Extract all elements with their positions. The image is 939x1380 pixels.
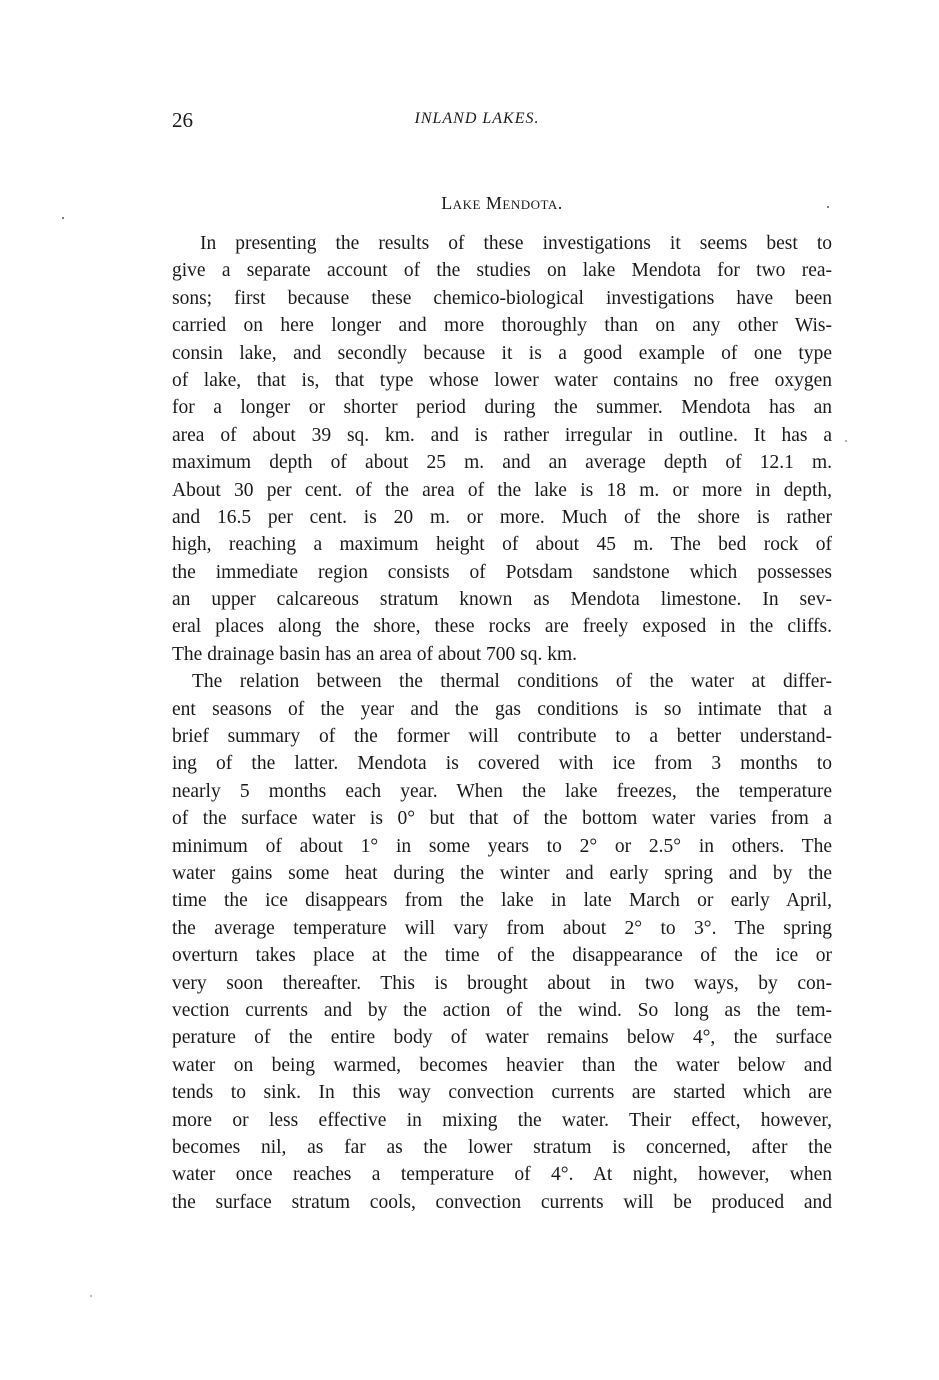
text-line: of lake, that is, that type whose lower water contains no free oxygen bbox=[172, 369, 832, 391]
page-header bbox=[172, 108, 832, 138]
text-line: vection currents and by the action of the wind. So long as the tem- bbox=[172, 999, 832, 1021]
text-line: for a longer or shorter period during the summer. Mendota has an bbox=[172, 397, 832, 419]
text-line: The drainage basin has an area of about 700 sq. km. bbox=[172, 643, 578, 665]
text-line: ent seasons of the year and the gas conditions is so intimate that a bbox=[172, 698, 832, 720]
text-line: the immediate region consists of Potsdam sandstone which possesses bbox=[172, 561, 832, 583]
text-line: time the ice disappears from the lake in late March or early April, bbox=[172, 890, 832, 912]
scan-speck bbox=[845, 440, 847, 442]
text-line: an upper calcareous stratum known as Mendota limestone. In sev- bbox=[172, 589, 832, 611]
paragraph bbox=[172, 230, 832, 668]
scan-speck bbox=[90, 1295, 92, 1297]
running-head: INLAND LAKES. bbox=[414, 110, 540, 127]
text-line: eral places along the shore, these rocks are freely exposed in the cliffs. bbox=[172, 616, 832, 638]
text-line: more or less effective in mixing the water. Their effect, however, bbox=[172, 1109, 832, 1131]
text-line: brief summary of the former will contribute to a better understand- bbox=[172, 726, 832, 748]
text-line: water gains some heat during the winter and early spring and by the bbox=[172, 862, 832, 884]
text-line: minimum of about 1° in some years to 2° or 2.5° in others. The bbox=[172, 835, 832, 857]
text-line: high, reaching a maximum height of about 45 m. The bed rock of bbox=[172, 534, 832, 556]
body-text bbox=[172, 230, 832, 1216]
text-line: The relation between the thermal conditions of the water at differ- bbox=[192, 671, 832, 693]
page-number: 26 bbox=[172, 108, 193, 132]
text-line: give a separate account of the studies on lake Mendota for two rea- bbox=[172, 260, 832, 282]
text-line: overturn takes place at the time of the disappearance of the ice or bbox=[172, 945, 832, 967]
text-line: ing of the latter. Mendota is covered with ice from 3 months to bbox=[172, 753, 832, 775]
scan-speck bbox=[62, 217, 64, 219]
text-line: water on being warmed, becomes heavier than the water below and bbox=[172, 1054, 832, 1076]
section-title: Lake Mendota. bbox=[441, 193, 563, 213]
text-line: becomes nil, as far as the lower stratum is concerned, after the bbox=[172, 1136, 832, 1158]
text-line: consin lake, and secondly because it is a good example of one type bbox=[172, 342, 832, 364]
text-line: In presenting the results of these investigations it seems best to bbox=[200, 233, 832, 254]
text-line: carried on here longer and more thoroughly than on any other Wis- bbox=[172, 315, 832, 337]
text-line: very soon thereafter. This is brought about in two ways, by con- bbox=[172, 972, 832, 994]
text-line: sons; first because these chemico-biological investigations have been bbox=[172, 287, 832, 309]
text-line: of the surface water is 0° but that of the bottom water varies from a bbox=[172, 808, 832, 830]
text-line: and 16.5 per cent. is 20 m. or more. Much of the shore is rather bbox=[172, 506, 832, 528]
text-line: nearly 5 months each year. When the lake freezes, the temperature bbox=[172, 780, 832, 802]
text-line: the surface stratum cools, convection currents will be produced and bbox=[172, 1191, 832, 1213]
text-line: tends to sink. In this way convection currents are started which are bbox=[172, 1082, 832, 1104]
text-line: About 30 per cent. of the area of the lake is 18 m. or more in depth, bbox=[172, 479, 832, 501]
text-line: perature of the entire body of water remains below 4°, the surface bbox=[172, 1027, 832, 1049]
text-line: maximum depth of about 25 m. and an average depth of 12.1 m. bbox=[172, 452, 832, 474]
text-line: the average temperature will vary from about 2° to 3°. The spring bbox=[172, 917, 832, 939]
scan-speck bbox=[827, 206, 829, 208]
text-line: area of about 39 sq. km. and is rather irregular in outline. It has a bbox=[172, 424, 832, 446]
text-line: water once reaches a temperature of 4°. At night, however, when bbox=[172, 1164, 832, 1186]
paragraph bbox=[172, 668, 832, 1216]
